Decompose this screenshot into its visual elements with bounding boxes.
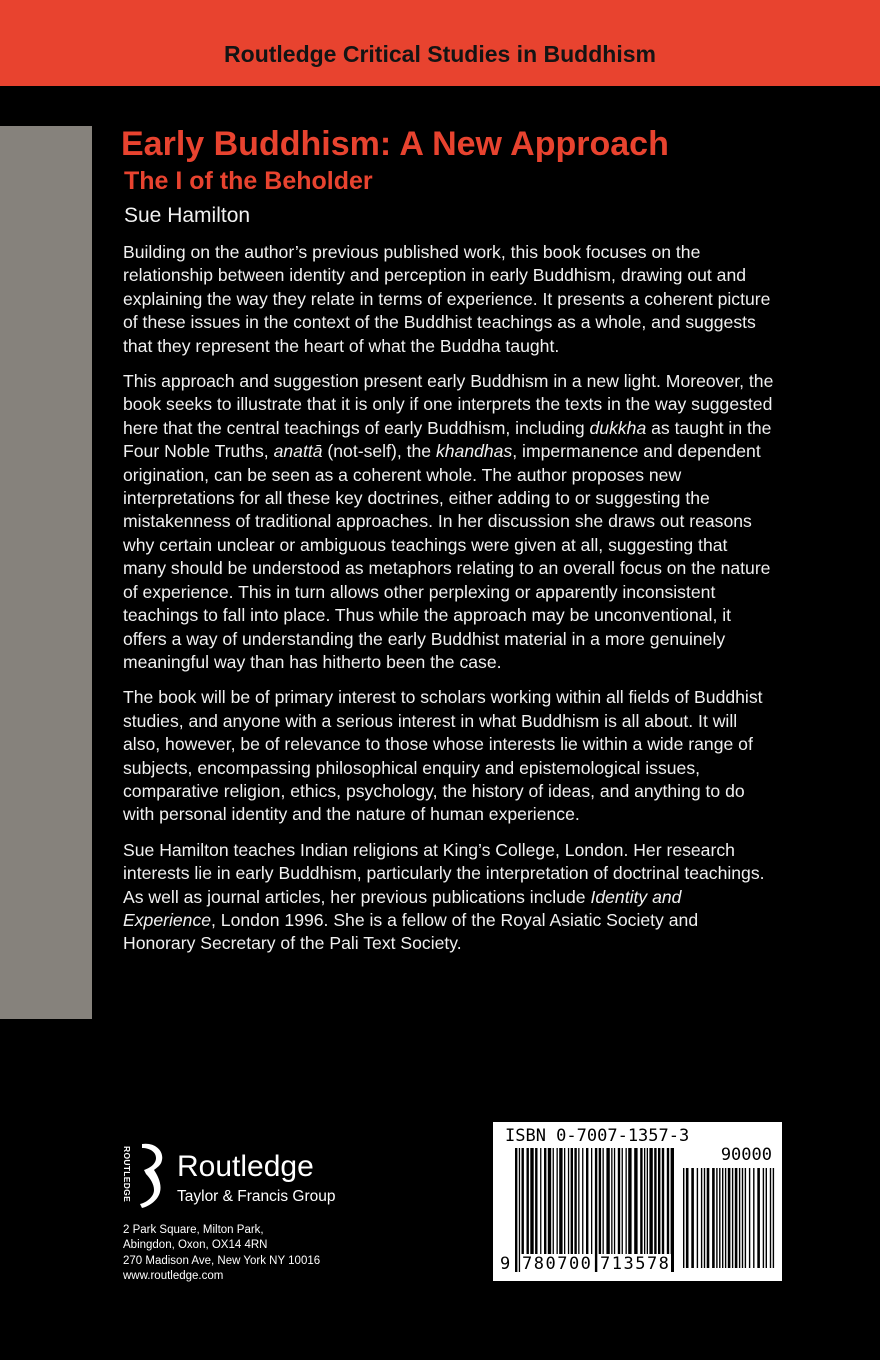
barcode-bar <box>603 1148 604 1254</box>
book-title: Early Buddhism: A New Approach <box>121 125 669 163</box>
barcode-bar <box>649 1148 652 1254</box>
barcode-bar <box>553 1148 554 1254</box>
barcode-bar <box>725 1168 726 1268</box>
author-name: Sue Hamilton <box>124 204 251 227</box>
barcode-bar <box>644 1148 645 1254</box>
routledge-logo-icon <box>120 1140 172 1212</box>
barcode-bar <box>728 1168 731 1268</box>
barcode-bar <box>716 1168 717 1268</box>
side-strip <box>0 126 92 1019</box>
barcode-bar <box>515 1148 517 1272</box>
barcode-bar <box>742 1168 743 1268</box>
barcode <box>493 1122 782 1281</box>
address-line: Abingdon, Oxon, OX14 4RN <box>123 1239 268 1252</box>
barcode-bar <box>574 1148 576 1254</box>
barcode-bar <box>766 1168 767 1268</box>
barcode-bar <box>662 1148 664 1254</box>
barcode-bar <box>591 1148 592 1254</box>
barcode-bar <box>582 1148 583 1254</box>
barcode-bar <box>626 1148 627 1254</box>
blurb-paragraph-3: The book will be of primary interest to scholars working within all fields of Buddhist studies, and anyone with a serious interest in what Buddhism is all about. It will also, however, be of relevance to those whose interests lie within a wide range of subjects, encompassing philosophical enquiry and epistemological issues, comparative religion, ethics, psychology, the history of ideas, and anything to do with personal identity and the nature of human experience. <box>123 687 763 825</box>
barcode-bar <box>628 1148 631 1254</box>
barcode-bar <box>707 1168 710 1268</box>
barcode-bar <box>530 1148 533 1254</box>
barcode-bar <box>599 1148 601 1254</box>
barcode-bar <box>647 1148 648 1254</box>
isbn-label: ISBN 0-7007-1357-3 <box>505 1126 690 1146</box>
series-title: Routledge Critical Studies in Buddhism <box>224 41 656 67</box>
barcode-bar <box>548 1148 551 1254</box>
barcode-bar <box>535 1148 537 1254</box>
barcode-bar <box>701 1168 702 1268</box>
barcode-bar <box>564 1148 565 1254</box>
barcode-bar <box>571 1148 573 1254</box>
barcode-bar <box>749 1168 750 1268</box>
ean-left-digits: 780700 <box>522 1254 593 1274</box>
barcode-bar <box>770 1168 771 1268</box>
barcode-bar <box>719 1168 720 1268</box>
barcode-bar <box>557 1148 558 1254</box>
blurb <box>123 241 775 968</box>
address-line: www.routledge.com <box>123 1270 224 1283</box>
barcode-bar <box>634 1148 637 1254</box>
barcode-bar <box>704 1168 705 1268</box>
barcode-bar <box>559 1148 562 1254</box>
author-bio: Sue Hamilton teaches Indian religions at King’s College, London. Her research interests lie in early Buddhism, particularly the interpretation of doctrinal teachings. As well as journal articles, her previous publications include Identity and Experience, London 1996. She is a fellow of the Royal Asiatic Society and Honorary Secretary of the Pali Text Society. <box>123 839 765 954</box>
address-line: 270 Madison Ave, New York NY 10016 <box>123 1254 321 1267</box>
barcode-bar <box>640 1148 642 1254</box>
barcode-bar <box>658 1148 660 1254</box>
barcode-bar <box>683 1168 684 1268</box>
price-code: 90000 <box>720 1145 772 1165</box>
barcode-bar <box>753 1168 754 1268</box>
barcode-bar <box>686 1168 689 1268</box>
publisher-group: Taylor & Francis Group <box>177 1188 336 1205</box>
barcode-bar <box>739 1168 740 1268</box>
barcode-bar <box>606 1148 609 1254</box>
barcode-bar <box>735 1168 738 1268</box>
publisher-address <box>123 1223 320 1285</box>
barcode-bar <box>745 1168 746 1268</box>
ean-right-digits: 713578 <box>600 1254 671 1274</box>
barcode-bar <box>568 1148 569 1254</box>
barcode-bar <box>618 1148 620 1254</box>
barcode-bar <box>519 1148 520 1272</box>
blurb-paragraph-2: This approach and suggestion present early Buddhism in a new light. Moreover, the book seeks to illustrate that it is only if one interprets the texts in the way suggested here that the central teachings of early Buddhism, including dukkha as taught in the Four Noble Truths, anattā (not-self), the khandhas, impermanence and dependent origination, can be seen as a coherent whole. The author proposes new interpretations for all these key doctrines, either adding to or suggesting the mistakenness of traditional approaches. In her discussion she draws out reasons why certain unclear or ambiguous teachings were given at all, suggesting that many should be understood as metaphors relating to an overall focus on the nature of experience. This in turn allows other perplexing or apparently inconsistent teachings to fall into place. Thus while the approach may be unconventional, it offers a way of understanding the early Buddhist material in a more genuinely meaningful way than has hitherto been the case. <box>123 371 774 672</box>
barcode-bar <box>732 1168 733 1268</box>
barcode-bar <box>757 1168 760 1268</box>
barcode-bar <box>763 1168 764 1268</box>
barcode-bar <box>773 1168 774 1268</box>
book-subtitle: The I of the Beholder <box>124 167 373 195</box>
barcode-bar <box>691 1168 694 1268</box>
routledge-vertical-wordmark: ROUTLEDGE <box>122 1146 132 1203</box>
barcode-bar <box>586 1148 588 1254</box>
ean-lead-digit: 9 <box>500 1254 511 1274</box>
barcode-bar <box>722 1168 723 1268</box>
barcode-bar <box>578 1148 579 1254</box>
address-line: 2 Park Square, Milton Park, <box>123 1224 264 1236</box>
barcode-bar <box>544 1148 546 1254</box>
barcode-bar <box>527 1148 529 1254</box>
barcode-bar <box>697 1168 698 1268</box>
barcode-bar <box>622 1148 623 1254</box>
barcode-bar <box>614 1148 615 1254</box>
barcode-bar <box>540 1148 541 1254</box>
barcode-bar <box>595 1148 597 1272</box>
barcode-bar <box>712 1168 715 1268</box>
barcode-bar <box>667 1148 669 1254</box>
blurb-paragraph-1: Building on the author’s previous published work, this book focuses on the relationship between identity and perception in early Buddhism, drawing out and explaining the way they relate in terms of experience. It presents a coherent picture of these issues in the context of the Buddhist teachings as a whole, and suggests that they represent the heart of what the Buddha taught. <box>123 242 771 356</box>
barcode-bar <box>654 1148 656 1254</box>
barcode-bar <box>611 1148 612 1254</box>
publisher-name: Routledge <box>177 1150 314 1183</box>
barcode-bar <box>522 1148 524 1254</box>
